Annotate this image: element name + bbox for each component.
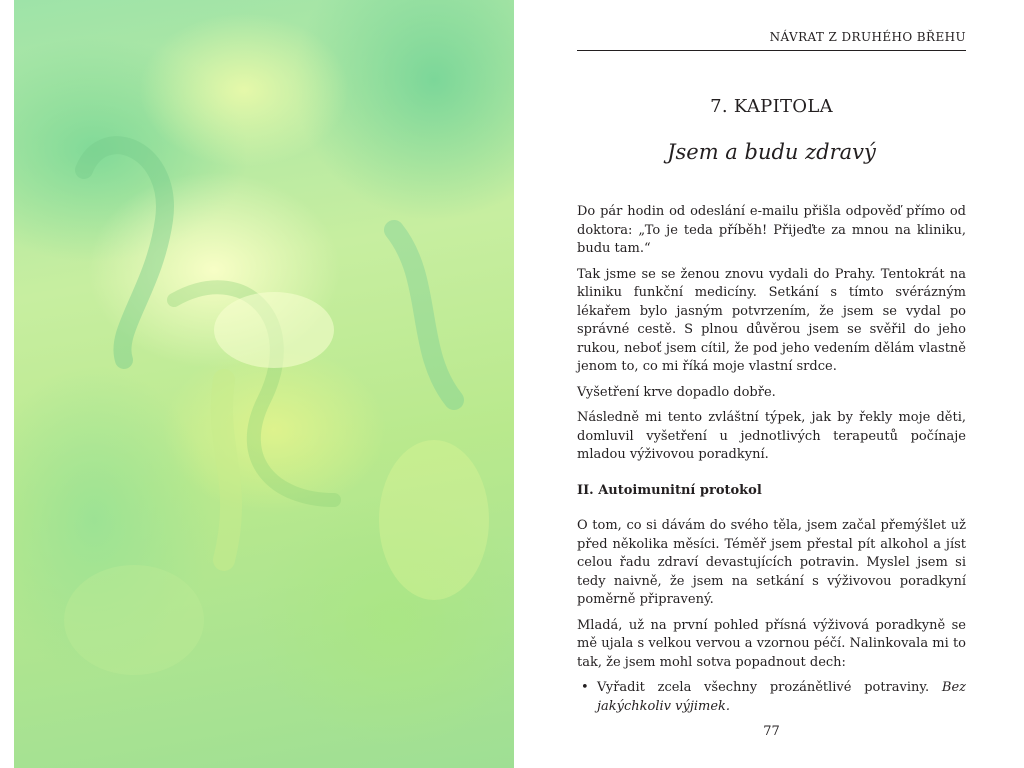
watercolor-brush-strokes (14, 0, 514, 768)
paragraph: Tak jsme se se ženou znovu vydali do Prahy. Tentokrát na kliniku funkční medicíny. Setkání s tímto svérázným lékařem bylo jasným potvrzením, že jsem se vydal po správné cestě. S plnou důvěrou jsem se svěřil do jeho rukou, neboť jsem cítil, že pod jeho vedením dělám vlastně jenom to, co mi říká moje vlastní srdce. (577, 266, 966, 374)
bullet-item (593, 679, 966, 716)
section-heading: II. Autoimunitní protokol (577, 482, 762, 498)
page-number: 77 (763, 724, 780, 739)
bullet-emphasis: Bez jakýchkoliv výjimek. (597, 680, 966, 714)
bullet-text: Vyřadit zcela všechny prozánětlivé potraviny. (597, 680, 942, 695)
text-page (577, 0, 966, 768)
paragraph: Následně mi tento zvláštní týpek, jak by řekly moje děti, domluvil vyšetření u jednotlivých terapeutů počínaje mladou výživovou poradkyní. (577, 410, 966, 462)
bullet-list (577, 679, 966, 716)
paragraph: O tom, co si dávám do svého těla, jsem začal přemýšlet už před několika měsíci. Téměř jsem přestal pít alkohol a jíst celou řadu zdraví devastujících potravin. Myslel jsem si tedy naivně, že jsem na setkání s výživovou poradkyní poměrně připravený. (577, 518, 966, 607)
running-head: NÁVRAT Z DRUHÉHO BŘEHU (769, 30, 966, 44)
header-rule (577, 50, 966, 51)
paragraph: Vyšetření krve dopadlo dobře. (577, 384, 776, 400)
chapter-title: Jsem a budu zdravý (667, 140, 876, 164)
chapter-number: 7. KAPITOLA (710, 96, 833, 117)
paragraph: Mladá, už na první pohled přísná výživová poradkyně se mě ujala s velkou vervou a vzornou péčí. Nalinkovala mi to tak, že jsem mohl sotva popadnout dech: (577, 617, 966, 670)
paragraph: Do pár hodin od odeslání e-mailu přišla odpověď přímo od doktora: „To je teda příběh! Přijeďte za mnou na kliniku, budu tam.“ (577, 204, 966, 256)
watercolor-illustration (14, 0, 514, 768)
body-text (577, 203, 966, 716)
